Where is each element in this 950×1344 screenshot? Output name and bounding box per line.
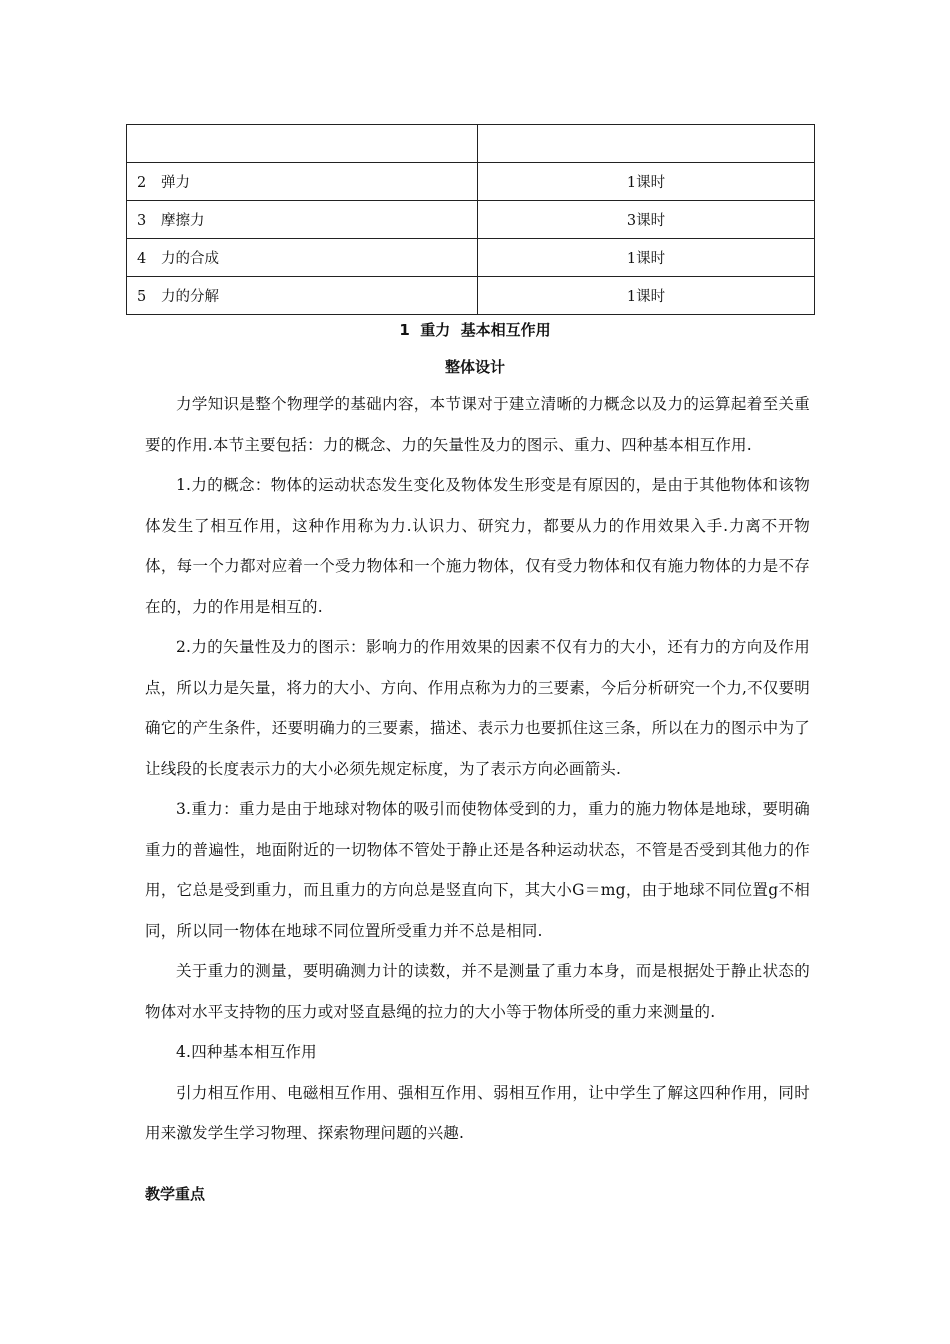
paragraph-gravity: 3.重力：重力是由于地球对物体的吸引而使物体受到的力，重力的施力物体是地球，要明确重力的普遍性，地面附近的一切物体不管处于静止还是各种运动状态，不管是否受到其他力的作用，它总是受到重力，而且重力的方向总是竖直向下，其大小G＝mg，由于地球不同位置g不相同，所以同一物体在地球不同位置所受重力并不总是相同.: [145, 800, 810, 940]
table-cell-hours: 1课时: [478, 163, 815, 201]
row-number: 4: [137, 251, 147, 267]
table-cell-topic: [127, 201, 478, 239]
table-cell-topic: [127, 163, 478, 201]
paragraph-intro: 力学知识是整个物理学的基础内容，本节课对于建立清晰的力概念以及力的运算起着至关重要的作用.本节主要包括：力的概念、力的矢量性及力的图示、重力、四种基本相互作用.: [145, 395, 810, 454]
table-cell-hours: 3课时: [478, 201, 815, 239]
subtitle: 整体设计: [444, 358, 505, 376]
table-row: [127, 277, 815, 315]
paragraph-vector: 2.力的矢量性及力的图示：影响力的作用效果的因素不仅有力的大小，还有力的方向及作用点，所以力是矢量，将力的大小、方向、作用点称为力的三要素，今后分析研究一个力,不仅要明确它的产生条件，还要明确力的三要素，描述、表示力也要抓住这三条，所以在力的图示中为了让线段的长度表示力的大小必须先规定标度，为了表示方向必画箭头.: [145, 638, 810, 778]
topic-name: 弹力: [161, 175, 190, 191]
row-number: 5: [137, 289, 147, 305]
table-cell-hours: [478, 125, 815, 163]
row-number: 3: [137, 213, 147, 229]
topic-name: 摩擦力: [161, 213, 205, 229]
table-row: [127, 201, 815, 239]
lesson-schedule-table: [126, 124, 815, 315]
section-title: 1 重力 基本相互作用: [399, 321, 551, 339]
table-cell-hours: 1课时: [478, 277, 815, 315]
table-row: [127, 125, 815, 163]
table-row: [127, 239, 815, 277]
table-cell-hours: 1课时: [478, 239, 815, 277]
table-cell-topic: [127, 125, 478, 163]
row-number: 2: [137, 175, 147, 191]
table-cell-topic: [127, 277, 478, 315]
table-row: [127, 163, 815, 201]
table-cell-topic: [127, 239, 478, 277]
paragraph-four-interactions: 引力相互作用、电磁相互作用、强相互作用、弱相互作用，让中学生了解这四种作用，同时用来激发学生学习物理、探索物理问题的兴趣.: [145, 1083, 810, 1142]
topic-name: 力的分解: [161, 289, 219, 305]
body-text: [145, 384, 810, 1154]
topic-name: 力的合成: [161, 251, 219, 267]
paragraph-four-interactions-heading: 4.四种基本相互作用: [176, 1043, 317, 1061]
paragraph-force-concept: 1.力的概念：物体的运动状态发生变化及物体发生形变是有原因的，是由于其他物体和该物体发生了相互作用，这种作用称为力.认识力、研究力，都要从力的作用效果入手.力离不开物体，每一个力都对应着一个受力物体和一个施力物体，仅有受力物体和仅有施力物体的力是不存在的，力的作用是相互的.: [145, 476, 810, 616]
teaching-focus-heading: 教学重点: [145, 1185, 206, 1203]
paragraph-measurement: 关于重力的测量，要明确测力计的读数，并不是测量了重力本身，而是根据处于静止状态的物体对水平支持物的压力或对竖直悬绳的拉力的大小等于物体所受的重力来测量的.: [145, 962, 810, 1021]
